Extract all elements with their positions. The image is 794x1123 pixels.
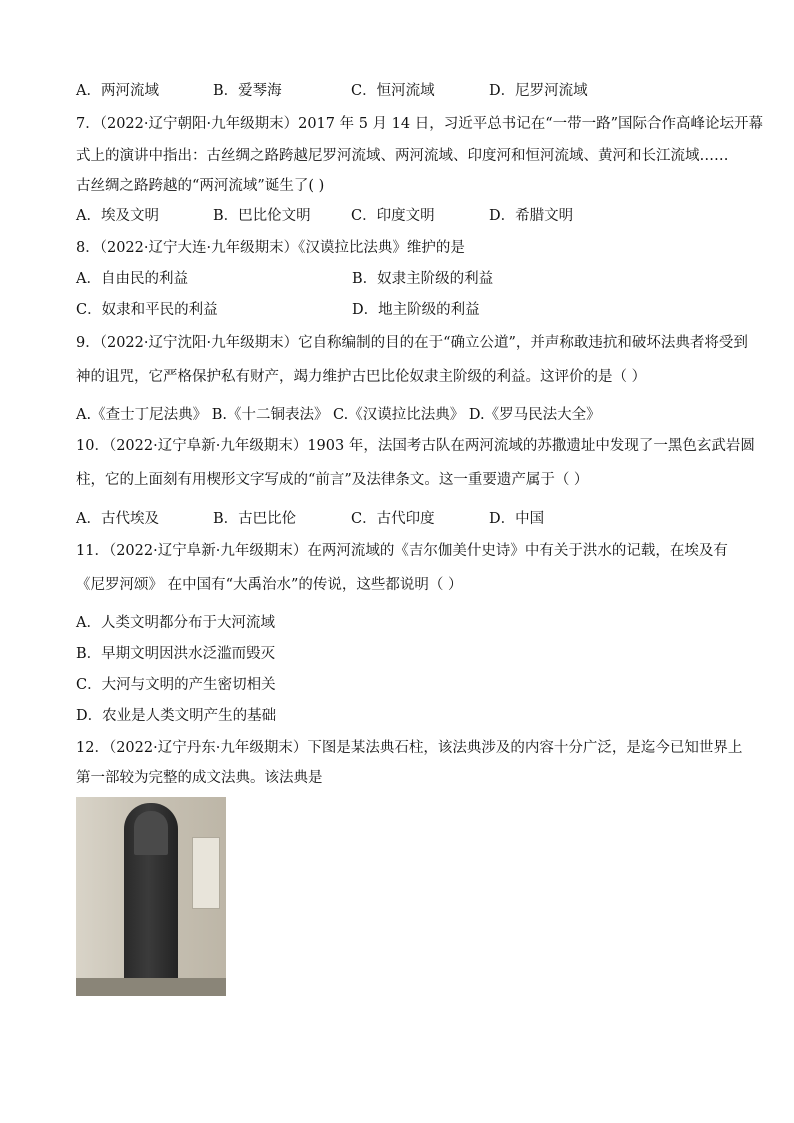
option-a: A．古代埃及 [76,511,159,527]
basalt-stele [124,803,178,996]
option-a: A．埃及文明 [76,208,159,224]
option-b: B．古巴比伦 [213,511,297,527]
q8-option-d: D．地主阶级的利益 [352,302,480,318]
question-10-line-2: 柱，它的上面刻有用楔形文字写成的“前言”及法律条文。这一重要遗产属于（ ） [76,472,589,488]
option-c: C．印度文明 [351,208,435,224]
q11-option-c: C．大河与文明的产生密切相关 [76,677,276,693]
question-12-line-2: 第一部较为完整的成文法典。该法典是 [76,770,323,786]
option-d: D．尼罗河流域 [489,83,588,99]
q11-option-d: D．农业是人类文明产生的基础 [76,708,277,724]
stele-relief [134,811,168,855]
option-c: C．古代印度 [351,511,435,527]
q9-options: A.《查士丁尼法典》 B.《十二铜表法》 C.《汉谟拉比法典》 D.《罗马民法大全》 [76,407,601,423]
question-7-line-2: 式上的演讲中指出：古丝绸之路跨越尼罗河流域、两河流域、印度河和恒河流域、黄河和长江流域…… [76,148,729,164]
q8-option-b: B．奴隶主阶级的利益 [352,271,494,287]
option-d: D．中国 [489,511,545,527]
q6-options [76,81,716,101]
question-12-line-1: 12．（2022·辽宁丹东·九年级期末）下图是某法典石柱，该法典涉及的内容十分广泛，是迄今已知世界上 [76,740,743,756]
display-panel [192,837,220,909]
option-b: B．巴比伦文明 [213,208,311,224]
option-c: C．恒河流域 [351,83,435,99]
option-a: A．两河流域 [76,83,159,99]
question-7-line-1: 7．（2022·辽宁朝阳·九年级期末）2017 年 5 月 14 日，习近平总书记在“一带一路”国际合作高峰论坛开幕 [76,116,764,132]
museum-floor [76,978,226,996]
stele-photo [76,797,226,996]
q10-options [76,509,716,529]
q7-options [76,206,716,226]
question-9-line-1: 9．（2022·辽宁沈阳·九年级期末）它自称编制的目的在于“确立公道”，并声称敢违抗和破坏法典者将受到 [76,335,748,351]
q11-option-b: B．早期文明因洪水泛滥而毁灭 [76,646,276,662]
option-d: D．希腊文明 [489,208,574,224]
question-8-stem: 8．（2022·辽宁大连·九年级期末）《汉谟拉比法典》维护的是 [76,240,465,256]
question-11-line-2: 《尼罗河颂》 在中国有“大禹治水”的传说，这些都说明（ ） [76,577,463,593]
q8-option-c: C．奴隶和平民的利益 [76,302,218,318]
question-9-line-2: 神的诅咒，它严格保护私有财产，竭力维护古巴比伦奴隶主阶级的利益。这评价的是（ ） [76,369,647,385]
question-11-line-1: 11．（2022·辽宁阜新·九年级期末）在两河流域的《吉尔伽美什史诗》中有关于洪水的记载，在埃及有 [76,543,728,559]
question-7-line-3: 古丝绸之路跨越的“两河流域”诞生了( ) [76,178,325,194]
q8-option-a: A．自由民的利益 [76,271,188,287]
option-b: B．爱琴海 [213,83,282,99]
question-10-line-1: 10．（2022·辽宁阜新·九年级期末）1903 年，法国考古队在两河流域的苏撒遗址中发现了一黑色玄武岩圆 [76,438,755,454]
q11-option-a: A．人类文明都分布于大河流域 [76,615,275,631]
